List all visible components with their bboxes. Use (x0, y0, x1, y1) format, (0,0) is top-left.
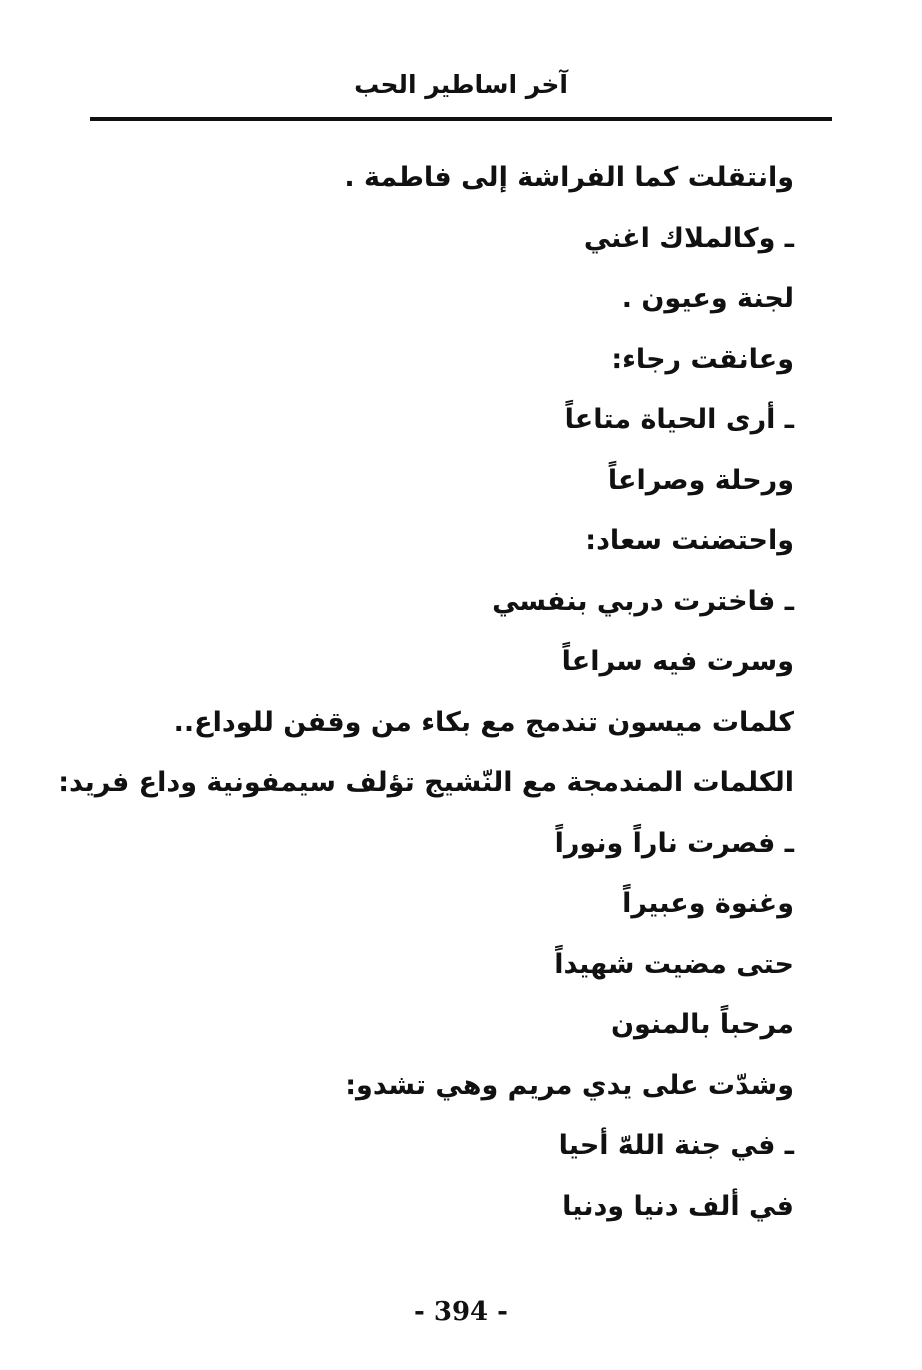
text-line: وانتقلت كما الفراشة إلى فاطمة . (344, 162, 794, 193)
text-line: في ألف دنيا ودنيا (562, 1190, 794, 1222)
text-line: ـ فصرت ناراً ونوراً (554, 827, 794, 859)
header-divider (90, 117, 832, 121)
text-line: ـ في جنة اللهّ أحيا (558, 1130, 794, 1161)
text-line: مرحباً بالمنون (610, 1009, 794, 1040)
text-line: ـ أرى الحياة متاعاً (564, 404, 794, 435)
text-line: لجنة وعيون . (621, 283, 794, 314)
text-line: ـ فاخترت دربي بنفسي (492, 585, 794, 617)
page-number: - 394 - (414, 1297, 508, 1327)
text-line: وسرت فيه سراعاً (561, 646, 794, 677)
text-line: حتى مضيت شهيداً (554, 948, 794, 980)
page-header-title: آخر اساطير الحب (354, 70, 568, 99)
text-line: ـ وكالملاك اغني (583, 222, 794, 254)
text-line: واحتضنت سعاد: (585, 525, 794, 556)
text-line: الكلمات المندمجة مع النّشيج تؤلف سيمفونية وداع فريد: (58, 767, 794, 798)
text-line: وشدّت على يدي مريم وهي تشدو: (345, 1069, 794, 1101)
text-line: ورحلة وصراعاً (607, 464, 794, 496)
text-line: كلمات ميسون تندمج مع بكاء من وقفن للوداع.. (173, 706, 794, 738)
text-line: وعانقت رجاء: (611, 343, 794, 375)
body-text (58, 148, 794, 1237)
text-line: وغنوة وعبيراً (622, 888, 794, 919)
